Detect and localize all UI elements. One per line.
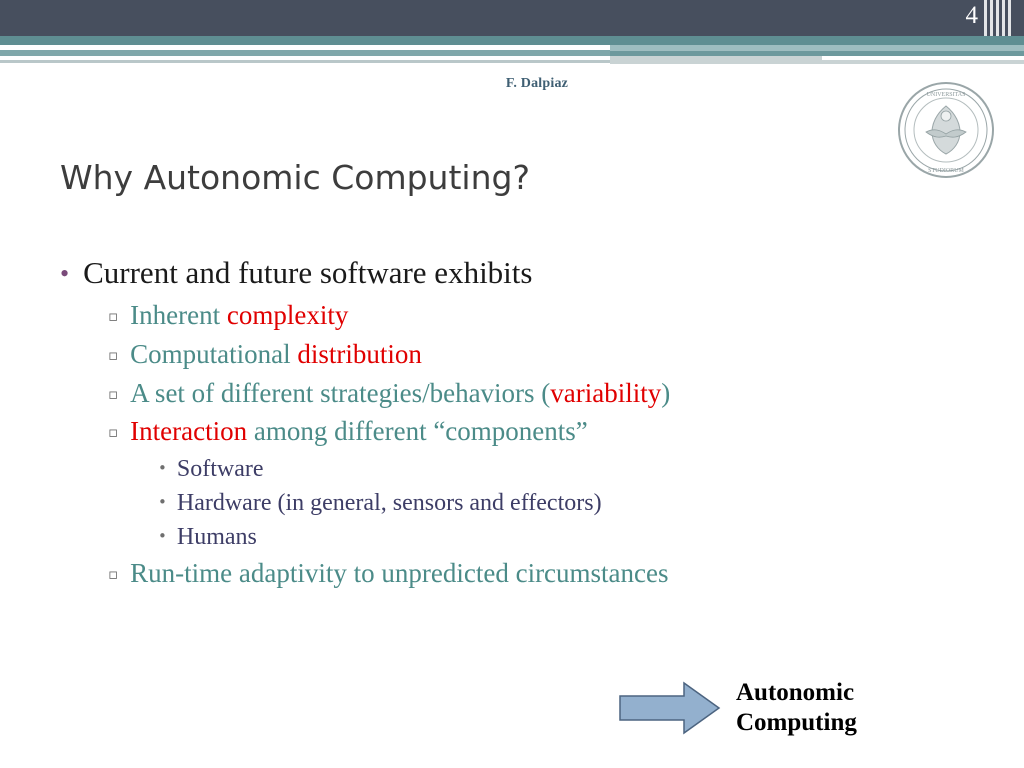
- bullet-level3-text: Software: [176, 456, 264, 482]
- author-line: [0, 76, 1024, 92]
- bullet-level3: [158, 522, 1010, 553]
- accent-band-grey-right: [822, 60, 1024, 64]
- bullet-level2-text: Computational distribution: [130, 338, 422, 369]
- slide-number: 4: [965, 2, 978, 29]
- callout-autonomic-computing: [618, 678, 857, 737]
- diamond-bullet-icon: •: [158, 493, 167, 512]
- bullet-level3-text: Humans: [176, 524, 257, 551]
- diamond-bullet-icon: •: [158, 527, 167, 546]
- bullet-level2-text: Run-time adaptivity to unpredicted circumstances: [130, 557, 669, 588]
- university-seal-icon: [896, 80, 996, 180]
- bullet-level2: [108, 377, 1010, 411]
- author-name: F. Dalpiaz: [505, 76, 569, 91]
- bullet-dot-icon: •: [60, 259, 70, 288]
- header-stripes: [984, 0, 1024, 36]
- bullet-level3: [158, 488, 1010, 519]
- accent-band-thin: [0, 60, 610, 63]
- slide-body: [60, 255, 1010, 595]
- header-band: [0, 0, 1024, 36]
- callout-line1: Autonomic: [736, 679, 855, 706]
- square-bullet-icon: ▫: [108, 307, 119, 325]
- arrow-right-icon: [618, 680, 722, 736]
- callout-line2: Computing: [736, 708, 857, 736]
- square-bullet-icon: ▫: [108, 564, 119, 583]
- bullet-level2-text: Interaction among different “components”: [130, 416, 588, 447]
- bullet-level2: [108, 338, 1010, 372]
- bullet-level1-text: Current and future software exhibits: [83, 255, 533, 290]
- bullet-level2: [108, 557, 1010, 591]
- square-bullet-icon: ▫: [108, 345, 119, 364]
- page-title: Why Autonomic Computing?: [60, 158, 530, 197]
- svg-text:UNIVERSITAS: UNIVERSITAS: [926, 92, 966, 98]
- callout-text: [736, 678, 857, 737]
- bullet-level2-text: A set of different strategies/behaviors (variability): [130, 377, 671, 408]
- square-bullet-icon: ▫: [108, 423, 119, 442]
- bullet-level3: [158, 454, 1010, 485]
- bullet-level3-text: Hardware (in general, sensors and effectors): [176, 490, 602, 517]
- accent-band-teal: [0, 36, 1024, 45]
- bullet-level2: [108, 415, 1010, 449]
- bullet-level2: [108, 299, 1010, 333]
- accent-band-grey: [610, 56, 822, 64]
- bullet-level2-text: Inherent complexity: [130, 300, 349, 330]
- svg-text:STUDIORUM: STUDIORUM: [928, 168, 964, 174]
- bullet-level1: [60, 255, 1010, 291]
- square-bullet-icon: ▫: [108, 384, 119, 403]
- diamond-bullet-icon: •: [158, 459, 167, 477]
